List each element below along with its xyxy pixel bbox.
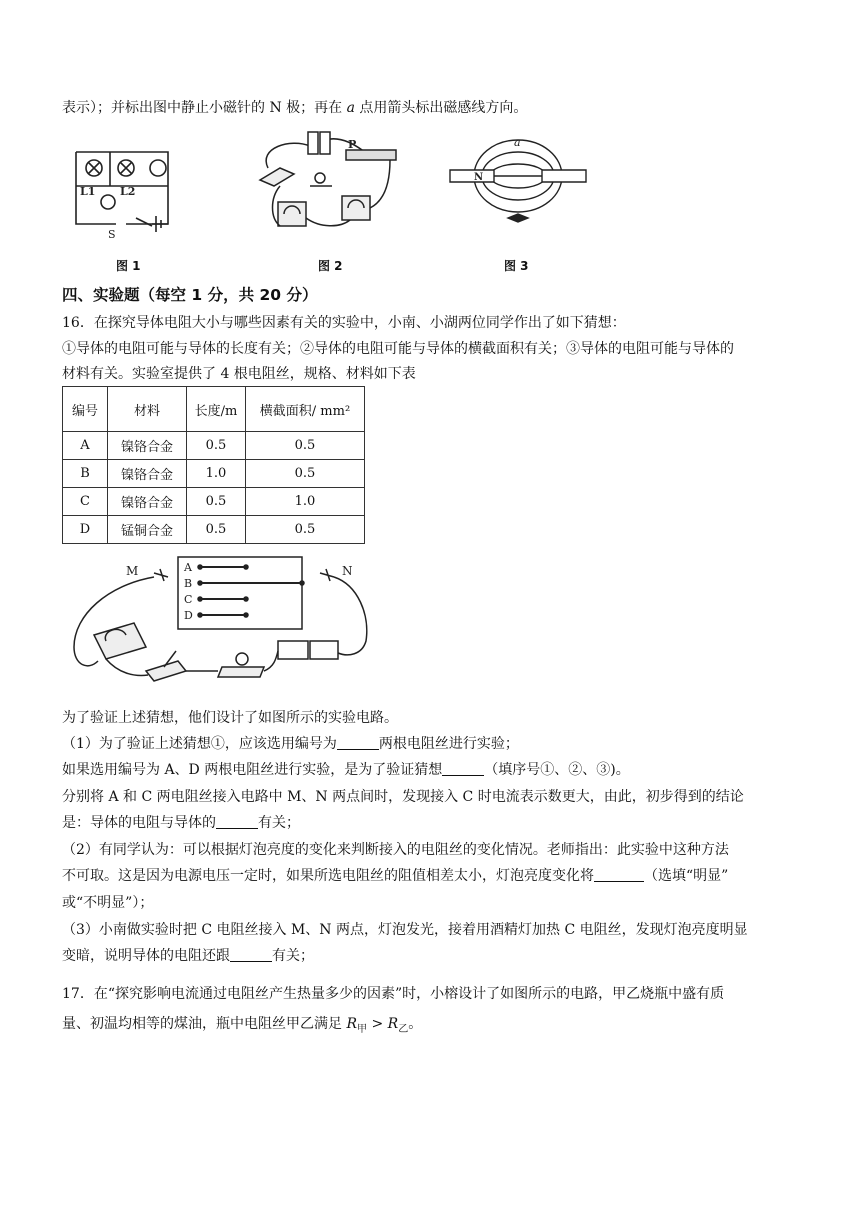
q16-stem: 16．在探究导体电阻大小与哪些因素有关的实验中，小南、小湖两位同学作出了如下猜想：: [62, 315, 626, 331]
table-cell: A: [63, 432, 108, 460]
answer-blank-1[interactable]: [337, 735, 379, 750]
q17-line-2: [62, 1014, 422, 1040]
table-header-cell: 长度/m: [187, 387, 246, 432]
table-cell: 0.5: [246, 516, 365, 544]
table-cell: 镍铬合金: [108, 488, 187, 516]
intro-text-a: 表示）；并标出图中静止小磁针的 N 极；再在: [62, 100, 347, 116]
answer-blank-2[interactable]: [442, 761, 484, 776]
intro-point-a: a: [346, 100, 355, 116]
q16-part-2-line-3: 或“不明显”）；: [62, 895, 154, 911]
q16-p1a: （1）为了验证上述猜想①，应该选用编号为: [62, 736, 337, 752]
figure-3-caption: 图 3: [504, 259, 529, 273]
table-cell: 1.0: [246, 488, 365, 516]
q16-part-1-line-4: [62, 813, 300, 833]
fig1-label-l1: L1: [80, 185, 96, 198]
fig3-label-n: N: [474, 172, 484, 183]
table-cell: 0.5: [187, 488, 246, 516]
answer-blank-4[interactable]: [594, 867, 644, 882]
answer-blank-3[interactable]: [216, 814, 258, 829]
fig1-label-s: S: [108, 228, 116, 240]
intro-text-b: 点用箭头标出磁感线方向。: [354, 100, 528, 116]
experiment-circuit-figure: [68, 555, 378, 695]
circuit-wire-label: B: [184, 577, 193, 590]
circuit-label-m: M: [126, 564, 139, 578]
table-cell: 0.5: [187, 516, 246, 544]
table-row: [63, 432, 365, 460]
q16-hypothesis-line-1: ①导体的电阻可能与导体的长度有关；②导体的电阻可能与导体的横截面积有关；③导体的电阻可能与导体的: [62, 341, 734, 357]
resistance-wire-table: [62, 386, 365, 544]
table-cell: 0.5: [246, 460, 365, 488]
table-cell: 1.0: [187, 460, 246, 488]
q16-part-2-line-1: （2）有同学认为：可以根据灯泡亮度的变化来判断接入的电阻丝的变化情况。老师指出：此实验中这种方法: [62, 842, 729, 858]
q17-sub-yi: 乙: [398, 1023, 409, 1035]
figure-1-caption: 图 1: [116, 259, 141, 273]
circuit-wire-label: D: [184, 609, 193, 622]
fig1-label-l2: L2: [120, 185, 136, 198]
q16-p9a: 变暗，说明导体的电阻还跟: [62, 948, 230, 964]
table-cell: D: [63, 516, 108, 544]
table-header-cell: 编号: [63, 387, 108, 432]
circuit-wire-label: C: [184, 593, 193, 606]
q17-line-2-text: 量、初温均相等的煤油，瓶中电阻丝甲乙满足: [62, 1016, 347, 1032]
table-row: [63, 460, 365, 488]
table-header-row: [63, 387, 365, 432]
q16-p4a: 是：导体的电阻与导体的: [62, 815, 216, 831]
q16-part-1-line: [62, 734, 519, 754]
figure-3-magnet-field: [448, 136, 588, 236]
circuit-wire-label: A: [184, 561, 192, 574]
q16-intro-2: 为了验证上述猜想，他们设计了如图所示的实验电路。: [62, 710, 398, 726]
q17-gt: >: [367, 1016, 388, 1032]
answer-blank-5[interactable]: [230, 947, 272, 962]
section-4-heading: 四、实验题（每空 1 分，共 20 分）: [62, 286, 318, 304]
table-cell: 0.5: [246, 432, 365, 460]
table-header-cell: 横截面积/ mm²: [246, 387, 365, 432]
intro-line: [62, 98, 527, 118]
q16-p2b: （填序号①、②、③)。: [484, 762, 630, 778]
table-cell: 镍铬合金: [108, 460, 187, 488]
q16-p6a: 不可取。这是因为电源电压一定时，如果所选电阻丝的阻值相差太小，灯泡亮度变化将: [62, 868, 594, 884]
q17-r-yi: R: [387, 1016, 399, 1032]
q16-p1b: 两根电阻丝进行实验；: [378, 736, 519, 752]
q16-p6b: （选填“明显”: [644, 868, 729, 884]
q17-r-jia: R: [346, 1016, 357, 1032]
q16-hypothesis-line-2: 材料有关。实验室提供了 4 根电阻丝，规格、材料如下表: [62, 366, 416, 382]
table-cell: 0.5: [187, 432, 246, 460]
table-cell: 镍铬合金: [108, 432, 187, 460]
circuit-label-n: N: [342, 564, 353, 578]
q17-line-1: 17．在“探究影响电流通过电阻丝产生热量多少的因素”时，小榕设计了如图所示的电路，甲乙烧瓶中盛有质: [62, 986, 725, 1002]
fig3-label-a: a: [514, 136, 521, 149]
q16-part-2-line-2: [62, 866, 728, 886]
fig2-label-p: P: [348, 138, 357, 151]
table-cell: C: [63, 488, 108, 516]
figure-2-caption: 图 2: [318, 259, 343, 273]
table-header-cell: 材料: [108, 387, 187, 432]
q17-end: 。: [408, 1016, 423, 1032]
q16-part-3-line-1: （3）小南做实验时把 C 电阻丝接入 M、N 两点，灯泡发光，接着用酒精灯加热 C 电阻丝，发现灯泡亮度明显: [62, 922, 748, 938]
table-cell: 锰铜合金: [108, 516, 187, 544]
table-row: [63, 488, 365, 516]
figure-2-circuit: [250, 128, 400, 238]
q16-part-1-line-2: [62, 760, 630, 780]
q17-sub-jia: 甲: [357, 1023, 367, 1035]
q16-p9b: 有关；: [272, 948, 314, 964]
q16-part-1-line-3: 分别将 A 和 C 两电阻丝接入电路中 M、N 两点间时，发现接入 C 时电流表示数更大，由此，初步得到的结论: [62, 789, 744, 805]
figure-1-circuit: [68, 140, 184, 240]
q16-part-3-line-2: [62, 946, 314, 966]
table-cell: B: [63, 460, 108, 488]
q16-p4b: 有关；: [258, 815, 300, 831]
q16-p2a: 如果选用编号为 A、D 两根电阻丝进行实验，是为了验证猜想: [62, 762, 443, 778]
table-row: [63, 516, 365, 544]
